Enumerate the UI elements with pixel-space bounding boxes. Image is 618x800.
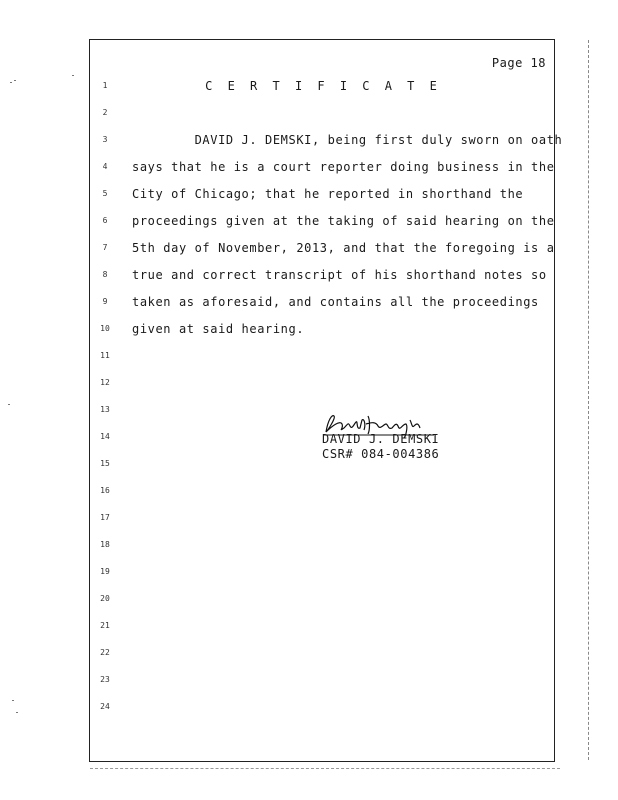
line-number: 5 [102, 189, 108, 198]
line-number: 15 [100, 459, 110, 468]
line-number: 7 [102, 243, 108, 252]
line-number: 10 [100, 324, 110, 333]
page-number: Page 18 [491, 56, 546, 70]
line-number: 8 [102, 270, 108, 279]
line-number: 22 [100, 648, 110, 657]
line-number: 1 [102, 81, 108, 90]
transcript-line: DAVID J. DEMSKI, being first duly sworn on oath [132, 133, 563, 147]
line-number: 17 [100, 513, 110, 522]
line-number: 2 [102, 108, 108, 117]
line-number: 4 [102, 162, 108, 171]
csr-number: CSR# 084-004386 [322, 447, 440, 461]
scan-edge-right [588, 40, 590, 760]
line-number: 20 [100, 594, 110, 603]
line-number: 23 [100, 675, 110, 684]
line-number: 12 [100, 378, 110, 387]
line-number: 11 [100, 351, 110, 360]
line-number: 19 [100, 567, 110, 576]
transcript-line: says that he is a court reporter doing business in the [132, 160, 555, 174]
line-number: 16 [100, 486, 110, 495]
transcript-line: true and correct transcript of his shorthand notes so [132, 268, 547, 282]
line-number: 24 [100, 702, 110, 711]
line-number: 9 [102, 297, 108, 306]
scan-edge-bottom [90, 768, 560, 769]
transcript-line: proceedings given at the taking of said hearing on the [132, 214, 555, 228]
line-number: 18 [100, 540, 110, 549]
line-number: 6 [102, 216, 108, 225]
transcript-line: given at said hearing. [132, 322, 305, 336]
line-number: 3 [102, 135, 108, 144]
transcript-line: 5th day of November, 2013, and that the foregoing is a [132, 241, 555, 255]
line-number: 21 [100, 621, 110, 630]
transcript-line: taken as aforesaid, and contains all the proceedings [132, 295, 539, 309]
transcript-line: City of Chicago; that he reported in shorthand the [132, 187, 524, 201]
signer-name: DAVID J. DEMSKI [322, 432, 440, 446]
line-number: 14 [100, 432, 110, 441]
transcript-page [89, 39, 563, 762]
line-number: 13 [100, 405, 110, 414]
certificate-heading: C E R T I F I C A T E [205, 79, 441, 93]
